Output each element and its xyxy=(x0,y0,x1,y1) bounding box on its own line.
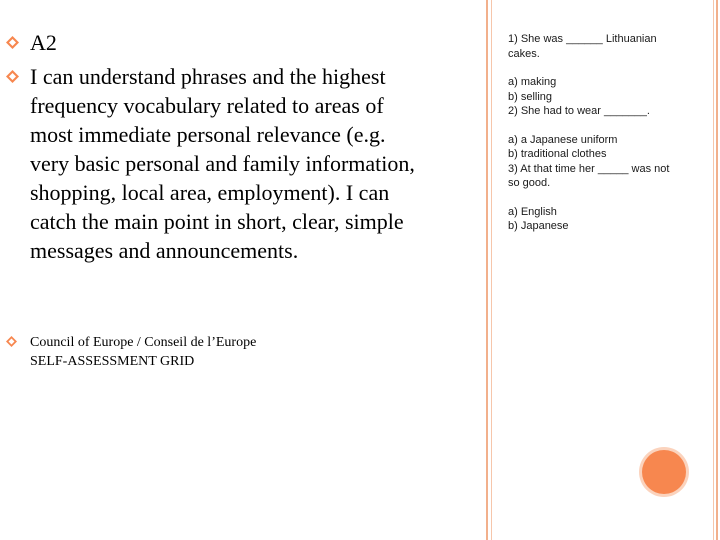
question-3-cont: so good. xyxy=(508,177,551,189)
diamond-bullet-icon xyxy=(6,70,19,83)
description-text: I can understand phrases and the highest frequency vocabulary related to areas of most immediate personal relevance (e.g. very basic personal and family information, shopping, local area, employment). I can catch the main point in short, clear, simple messages and announcements. xyxy=(30,64,415,263)
level-text: A2 xyxy=(30,30,57,55)
divider-line xyxy=(713,0,714,540)
quiz-panel xyxy=(508,32,692,234)
option-2a: a) a Japanese uniform xyxy=(508,133,618,146)
divider-line xyxy=(486,0,488,540)
divider-line xyxy=(716,0,718,540)
option-3b: b) Japanese xyxy=(508,220,569,232)
option-1b: b) selling xyxy=(508,90,553,103)
citation-source: Council of Europe / Conseil de l’Europe xyxy=(30,335,257,350)
divider-line xyxy=(491,0,492,540)
bullet-description xyxy=(30,62,420,265)
citation-title: SELF-ASSESSMENT GRID xyxy=(30,354,195,369)
question-1-cont: cakes. xyxy=(508,47,540,60)
diamond-bullet-icon xyxy=(6,36,19,49)
decorative-circle xyxy=(642,450,686,494)
question-3: 3) At that time her _____ was not xyxy=(508,162,670,175)
option-1a: a) making xyxy=(508,76,557,88)
option-2b: b) traditional clothes xyxy=(508,148,607,160)
question-2: 2) She had to wear _______. xyxy=(508,105,650,117)
diamond-bullet-icon xyxy=(6,336,19,349)
option-3a: a) English xyxy=(508,205,557,218)
question-1: 1) She was ______ Lithuanian xyxy=(508,33,657,45)
bullet-citation xyxy=(30,333,410,371)
bullet-level xyxy=(30,28,57,57)
